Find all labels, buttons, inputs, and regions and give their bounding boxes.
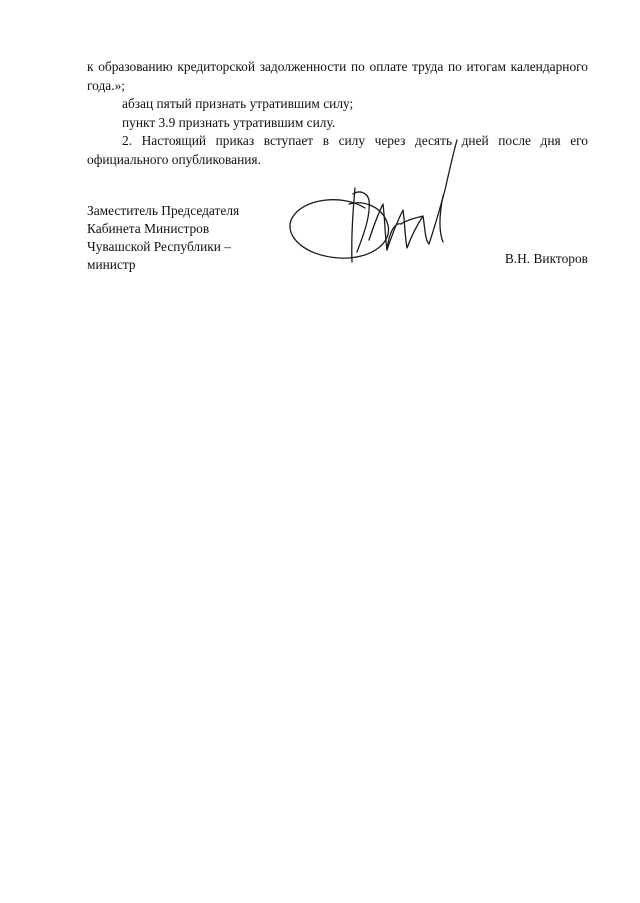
signatory-name: В.Н. Викторов [504, 251, 588, 266]
signature-icon [283, 132, 473, 277]
signatory-title-line: Кабинета Министров [87, 221, 210, 236]
paragraph-continuation: к образованию кредиторской задолженности по оплате труда по итогам календарного года.»; [87, 59, 588, 93]
paragraph-effective-date: 2. Настоящий приказ вступает в силу через десять дней после дня его официального опубликования. [87, 133, 588, 167]
paragraph-punkt: пункт 3.9 признать утратившим силу. [122, 114, 336, 130]
paragraph-abzac: абзац пятый признать утратившим силу; [122, 96, 354, 111]
signatory-title [87, 202, 307, 274]
signatory-title-line: министр [87, 257, 136, 272]
signatory-title-line: Заместитель Председателя [87, 203, 240, 218]
signatory-title-line: Чувашской Республики – [87, 239, 231, 254]
